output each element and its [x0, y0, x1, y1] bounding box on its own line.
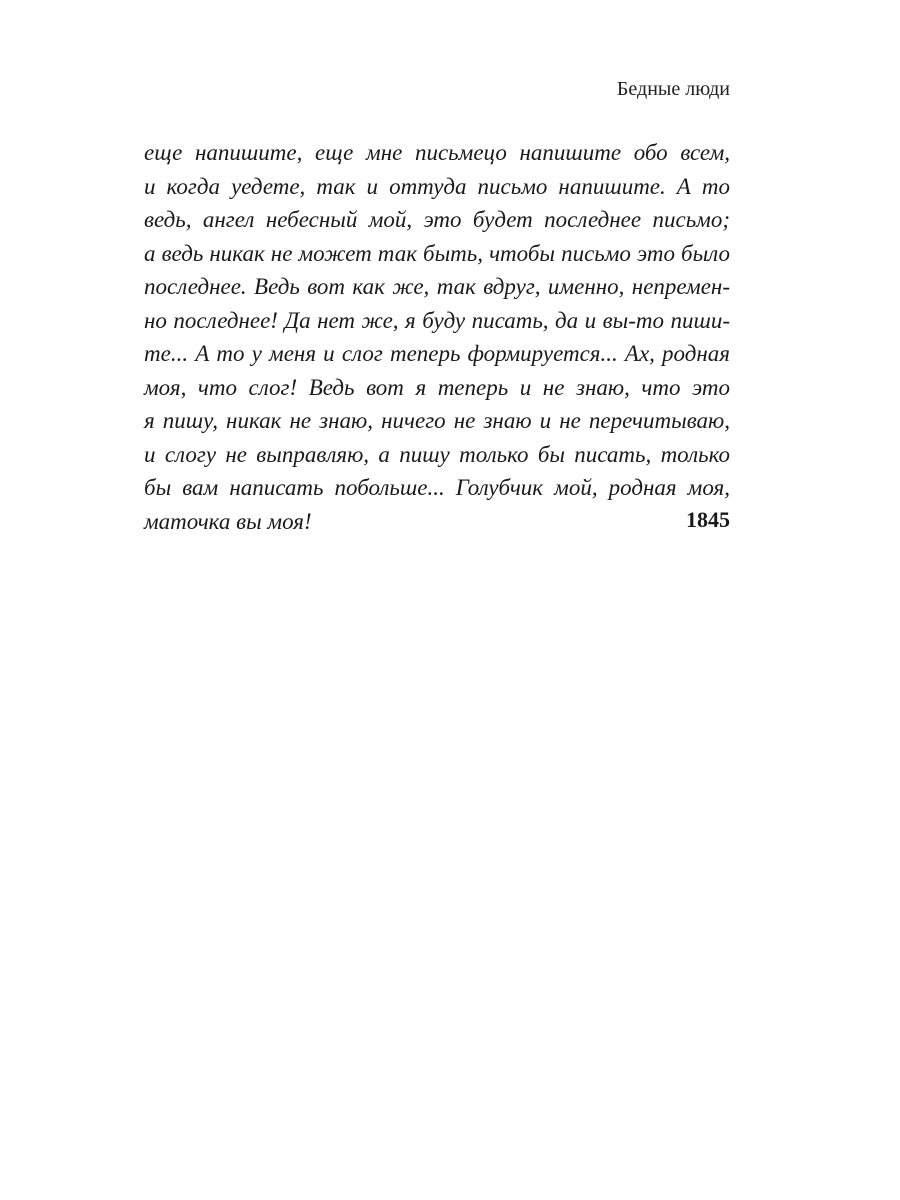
text-line: но последнее! Да нет же, я буду писать, да и вы-то пиши- [144, 307, 730, 333]
text-line: моя, что слог! Ведь вот я теперь и не знаю, что это [144, 374, 730, 400]
text-line: ведь, ангел небесный мой, это будет последнее письмо; [144, 207, 730, 232]
text-line: и слогу не выправляю, а пишу только бы писать, только [144, 441, 730, 467]
running-header-title: Бедные люди [616, 78, 730, 100]
text-line: и когда уедете, так и оттуда письмо напишите. А то [144, 173, 730, 199]
text-line: последнее. Ведь вот как же, так вдруг, именно, непремен- [144, 274, 730, 299]
text-line: еще напишите, еще мне письмецо напишите обо всем, [144, 140, 730, 165]
text-line: я пишу, никак не знаю, ничего не знаю и не перечитываю, [144, 408, 730, 433]
text-line: те... А то у меня и слог теперь формируется... Ах, родная [144, 341, 730, 366]
text-line: бы вам написать побольше... Голубчик мой, родная моя, [144, 475, 730, 500]
body-text [144, 136, 730, 538]
text-line: а ведь никак не может так быть, чтобы письмо это было [144, 240, 730, 266]
year-date: 1845 [686, 507, 730, 532]
text-line-last: маточка вы моя! [144, 508, 312, 534]
